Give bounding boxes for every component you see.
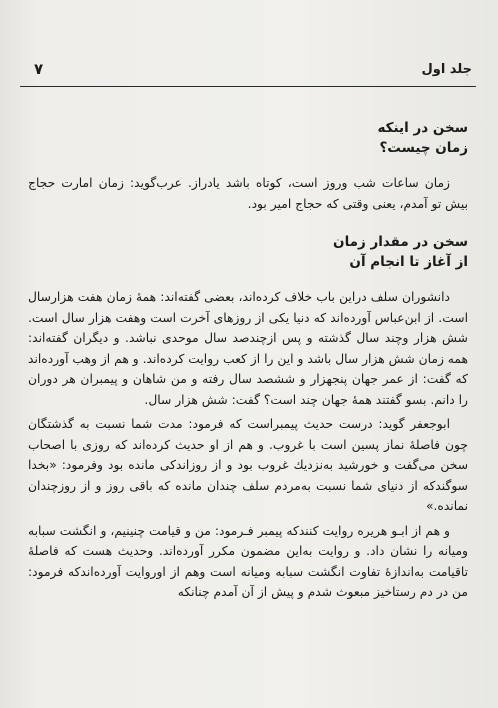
section-heading-line: از آغاز تا انجام آن xyxy=(349,254,468,270)
page-body xyxy=(28,118,468,603)
section-heading-line: سخن در مقدار زمان xyxy=(333,234,468,250)
paragraph: ابوجعفر گوید: درست حدیث پیمبراست که فرمود: مدت شما نسبت به گذشتگان چون فاصلهٔ نماز پسین است با غروب. و هم از او حدیث کرده‌اند که روزی با اصحاب سخن می‌گفت و خورشید به‌نزدیك غروب بود و از روزاندکی مانده بود وفرمود: «بخدا سوگندکه از دنیای شما نسبت به‌مردم سلف چندان مانده که باقی روز و از روزچندان نمانده.» xyxy=(28,417,468,513)
section-heading-line: سخن در اینکه xyxy=(377,120,468,136)
section-heading-line: زمان چیست؟ xyxy=(379,140,468,156)
page-number: ۷ xyxy=(34,60,44,78)
paragraph: و هم از ابـو هریره روایت کنندکه پیمبر فـرمود: من و قیامت چنینیم، و انگشت سبابه ومیانه را نشان داد. و روایت به‌این مضمون مکرر آورده‌اند. وحدیث هست که فاصلهٔ تاقیامت به‌اندازهٔ تفاوت انگشت سبابه ومیانه است وهم از اوروایت آورده‌اندکه فرمود: من در دم رستاخیز مبعوث شدم و پیش از آن آمدم چنانکه xyxy=(28,523,468,599)
paragraph: زمان ساعات شب وروز است، کوتاه باشد یادراز. عرب‌گوید: زمان امارت حجاج بیش تو آمدم، یعنی وقتی که حجاج امیر بود. xyxy=(28,176,468,211)
paragraph: دانشوران سلف دراین باب خلاف کرده‌اند، بعضی گفته‌اند: همهٔ زمان هفت هزارسال است. از ابن‌عباس آورده‌اند که دنیا یکی از روزهای آخرت است وهفت هزار سال است. شش هزار وچند سال گذشته و پس ازچندصد سال موحدی نباشد. و دیگران گفته‌اند: همه زمان شش هزار سال باشد و این را از کعب روایت کرده‌اند. و هم از وهب آورده‌اند که گفت: از عمر جهان پنجهزار و ششصد سال رفته و من شاهان و پیمبران هر دوران را دانم. بسو گفتند همهٔ جهان چند است؟ گفت: شش هزار سال. xyxy=(28,290,468,407)
volume-label: جلد اول xyxy=(421,62,472,77)
page-header xyxy=(20,60,476,82)
header-rule xyxy=(20,86,476,87)
